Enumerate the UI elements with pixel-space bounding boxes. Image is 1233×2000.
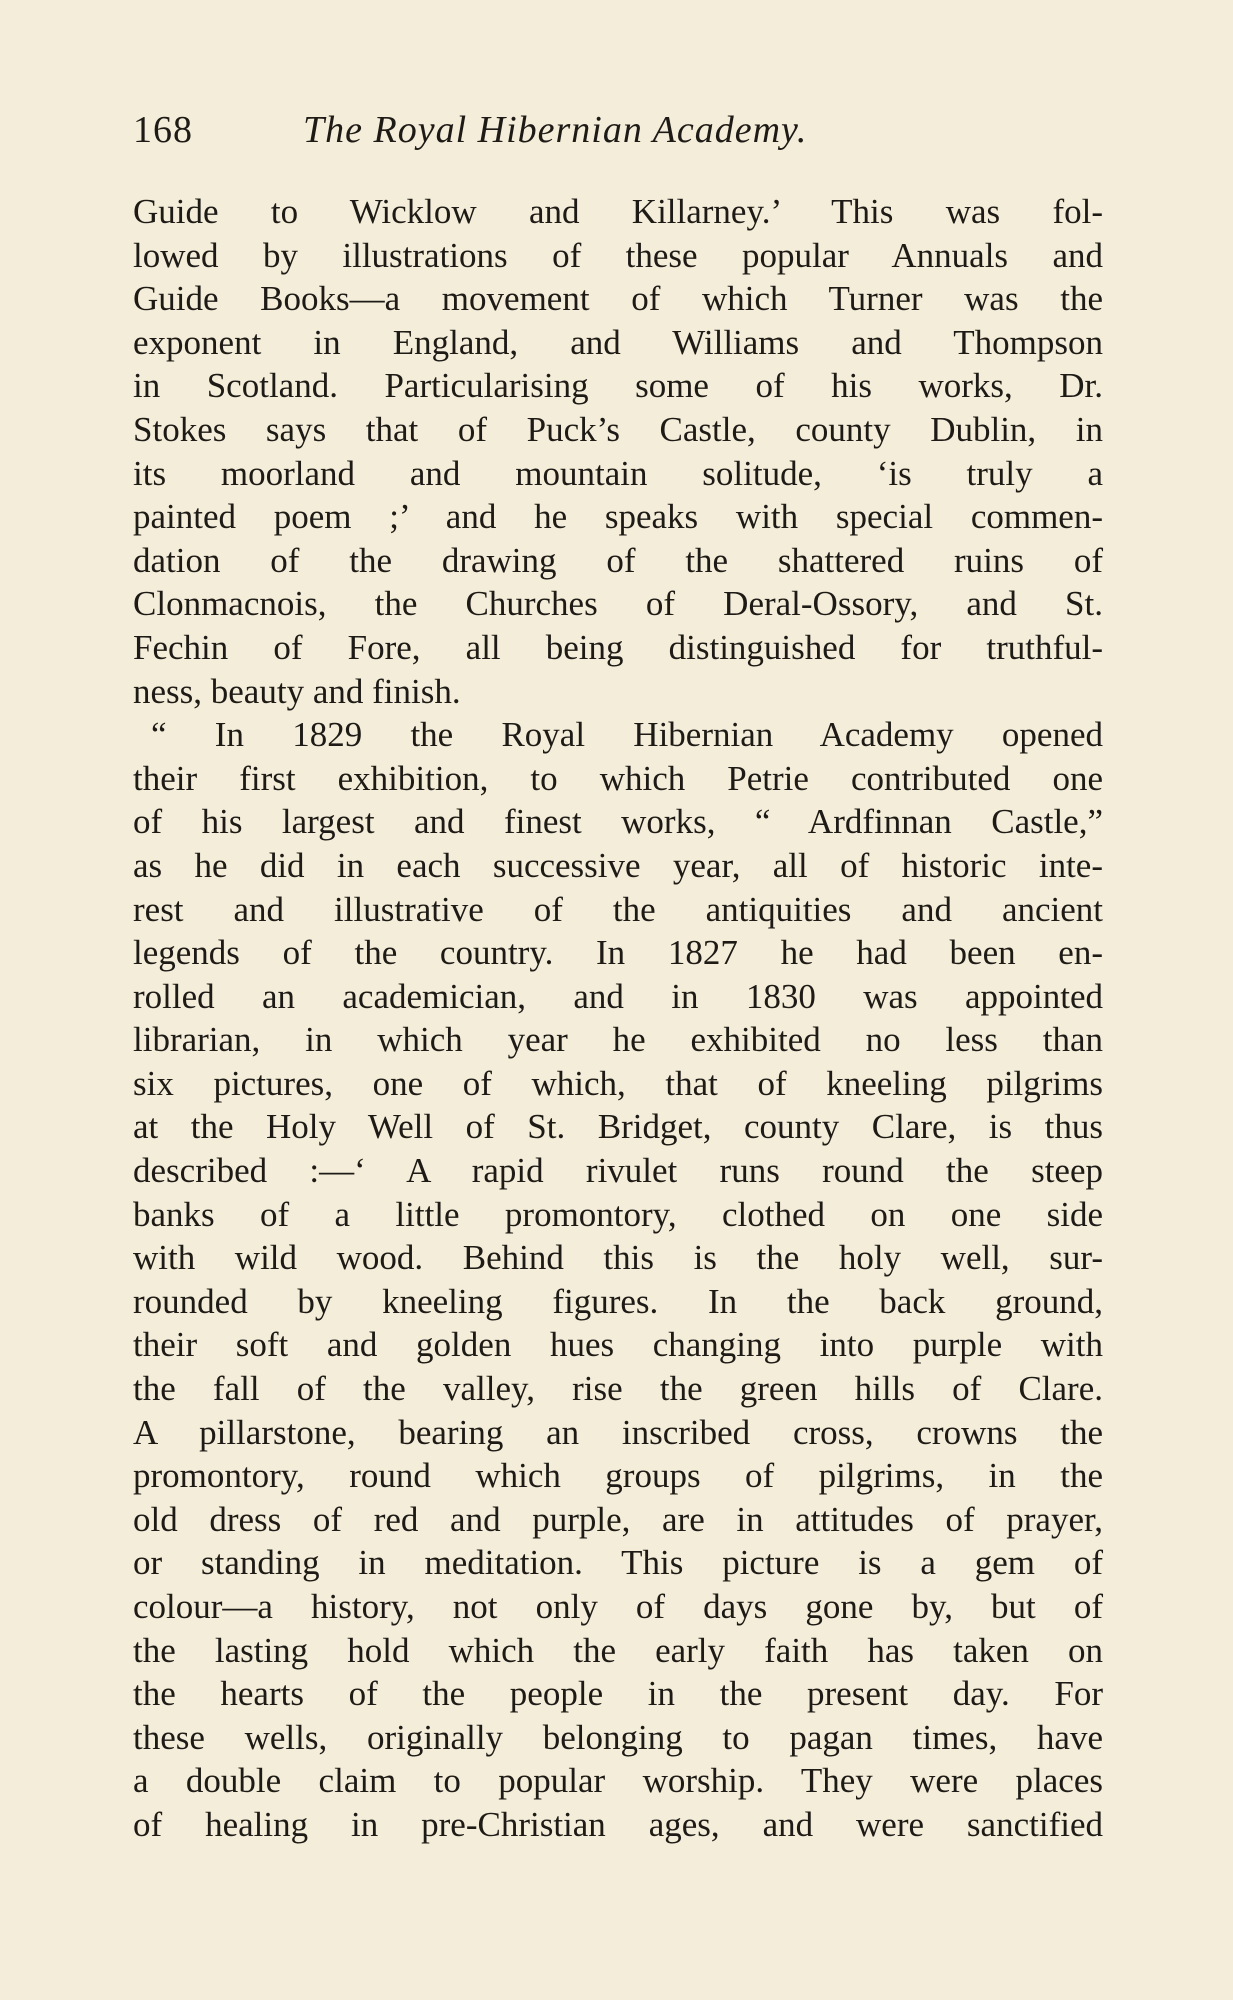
text-line: A pillarstone, bearing an inscribed cross, crowns the (133, 1412, 1103, 1452)
text-line: a double claim to popular worship. They were places (133, 1761, 1103, 1801)
text-line: the hearts of the people in the present day. For (133, 1674, 1103, 1714)
text-line: described :—‘ A rapid rivulet runs round the steep (133, 1151, 1103, 1191)
text-line: librarian, in which year he exhibited no less than (133, 1020, 1103, 1060)
text-line: legends of the country. In 1827 he had been en- (133, 933, 1103, 973)
page-number: 168 (133, 109, 193, 151)
text-line: its moorland and mountain solitude, ‘is truly a (133, 453, 1103, 493)
text-line: Guide to Wicklow and Killarney.’ This was fol- (133, 192, 1103, 231)
text-line: in Scotland. Particularising some of his works, Dr. (133, 366, 1103, 406)
book-title: The Royal Hibernian Academy. (303, 109, 808, 151)
text-line: their soft and golden hues changing into purple with (133, 1325, 1103, 1365)
text-line: at the Holy Well of St. Bridget, county Clare, is thus (133, 1107, 1103, 1147)
text-line: dation of the drawing of the shattered ruins of (133, 540, 1103, 580)
text-line: of his largest and finest works, “ Ardfinnan Castle,” (133, 802, 1103, 842)
text-line: rest and illustrative of the antiquities and ancient (133, 889, 1103, 929)
text-line: banks of a little promontory, clothed on one side (133, 1194, 1103, 1234)
text-line: as he did in each successive year, all of historic inte- (133, 845, 1103, 885)
text-line: rounded by kneeling figures. In the back ground, (133, 1281, 1103, 1321)
text-line: or standing in meditation. This picture is a gem of (133, 1543, 1103, 1583)
text-line: the fall of the valley, rise the green hills of Clare. (133, 1369, 1103, 1409)
text-line: these wells, originally belonging to pagan times, have (133, 1717, 1103, 1757)
text-line: rolled an academician, and in 1830 was appointed (133, 976, 1103, 1016)
text-line: old dress of red and purple, are in attitudes of prayer, (133, 1499, 1103, 1539)
text-line: lowed by illustrations of these popular Annuals and (133, 235, 1103, 275)
text-line: of healing in pre-Christian ages, and were sanctified (133, 1804, 1103, 1844)
running-head (133, 100, 1093, 160)
paragraph-end-line: ness, beauty and finish. (133, 671, 461, 711)
text-line: promontory, round which groups of pilgrims, in the (133, 1456, 1103, 1496)
text-line: colour—a history, not only of days gone by, but of (133, 1587, 1103, 1626)
text-line: Clonmacnois, the Churches of Deral-Ossory, and St. (133, 584, 1103, 624)
text-line: their first exhibition, to which Petrie contributed one (133, 758, 1103, 798)
text-line: the lasting hold which the early faith has taken on (133, 1630, 1103, 1670)
text-line: painted poem ;’ and he speaks with special commen- (133, 497, 1103, 537)
text-line: Guide Books—a movement of which Turner was the (133, 279, 1103, 319)
text-line: Stokes says that of Puck’s Castle, county Dublin, in (133, 409, 1103, 449)
text-line: six pictures, one of which, that of kneeling pilgrims (133, 1063, 1103, 1103)
paragraph-start-line: “ In 1829 the Royal Hibernian Academy opened (151, 715, 1103, 755)
text-line: exponent in England, and Williams and Thompson (133, 322, 1103, 362)
body-text (133, 190, 1103, 1847)
text-line: with wild wood. Behind this is the holy well, sur- (133, 1238, 1103, 1278)
text-line: Fechin of Fore, all being distinguished for truthful- (133, 627, 1103, 667)
